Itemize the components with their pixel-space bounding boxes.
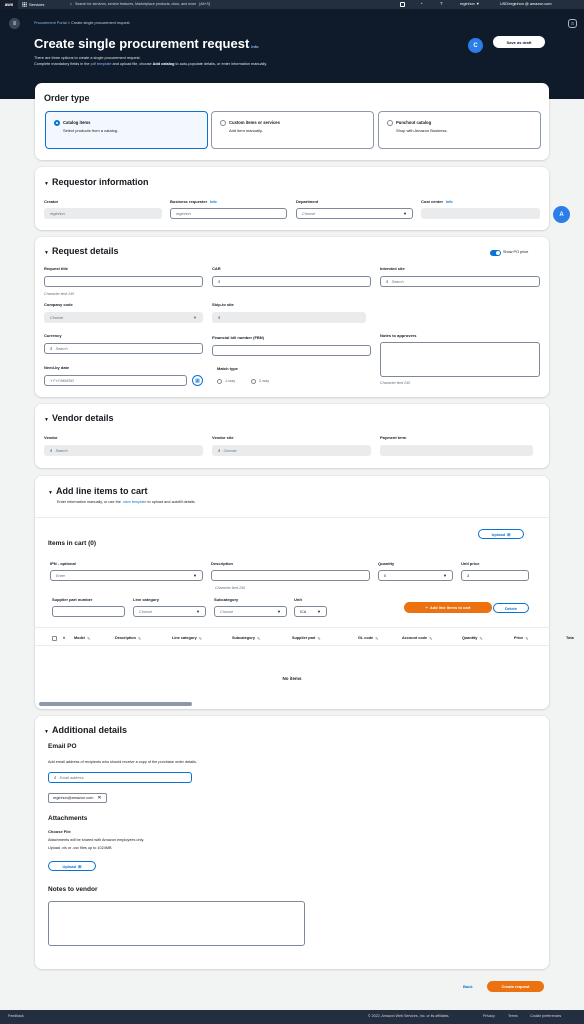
intro-line-2 [34,61,267,67]
ipn-label: IPN - optional [50,561,76,566]
menu-icon[interactable]: ≡ [9,18,20,29]
upload-attachments-button[interactable] [48,861,96,871]
search-icon: ⌕ [70,2,73,6]
order-type-title: Order type [44,93,90,103]
tile-custom-items[interactable] [211,111,374,149]
line-items-desc-a: Enter information manually, or use the [57,500,121,504]
col-model-label: Model [74,636,85,640]
intro-text-c: to auto-populate details, or enter information manually. [175,62,267,66]
privacy-link[interactable]: Privacy [483,1014,495,1018]
breadcrumb [34,21,130,25]
search-icon: ⌕ [218,448,221,453]
col-subcategory[interactable] [232,636,292,641]
radio-2-way[interactable] [251,379,256,384]
radio-catalog-items[interactable] [54,120,60,126]
breadcrumb-separator: > [67,21,70,25]
vendor-title[interactable] [44,413,113,423]
col-account-code-label: Account code [402,636,428,640]
fbn-input[interactable] [212,345,371,356]
fbn-label: Financial bill number (FBN) [212,335,265,340]
upload-icon: ⊞ [78,863,82,869]
terms-link[interactable]: Terms [508,1014,518,1018]
bell-icon[interactable]: ◔ [420,1,423,6]
top-navigation-bar [0,0,584,9]
cost-center-text: Cost center [421,199,444,204]
unit-price-label: Unit price [461,561,480,566]
request-title-label: Request title [44,266,69,271]
line-category-select[interactable]: Choose ▼ [133,606,206,617]
col-gl-code[interactable] [358,636,402,641]
footer [0,1010,584,1024]
ship-to-search [212,312,366,323]
payment-term-field [380,445,533,456]
edit-icon: ✎ [86,635,91,641]
email-input[interactable] [48,772,192,783]
page-title [34,36,259,51]
match-2-way-label: 2-way [259,379,270,383]
copyright-text: © 2022, Amazon Web Services, Inc. or its affiliates. [368,1014,450,1018]
items-in-cart-count: (0) [88,540,97,547]
radio-custom-items[interactable] [220,120,226,126]
col-price[interactable] [514,636,566,641]
requestor-title[interactable] [44,177,148,187]
line-category-label: Line category [133,597,160,602]
show-po-price-toggle[interactable] [490,250,501,256]
company-code-label: Company code [44,302,73,307]
close-icon[interactable]: ✕ [97,795,102,801]
cost-center-field [421,208,540,219]
edit-icon: ✎ [198,635,203,641]
intro-text-b: and upload file, choose [112,62,152,66]
department-label: Department [296,199,319,204]
back-button[interactable]: Back [463,984,473,989]
show-po-price-label: Show PO price [503,250,529,254]
help-icon[interactable]: ? [440,1,443,6]
line-items-desc [57,500,196,504]
items-in-cart-heading [48,540,96,547]
edit-icon: ✎ [525,635,529,641]
horizontal-scrollbar[interactable] [39,702,192,706]
notes-approvers-textarea[interactable] [380,342,540,377]
caret-down-icon: ▼ [48,490,53,496]
tile-catalog-items-desc: Select products from a catalog. [63,128,119,133]
subcategory-label: Subcategory [214,597,239,602]
attachments-note-2: Upload .xls or .csv files up to 1024MB [48,846,112,850]
vendor-title-text: Vendor details [51,413,114,423]
caret-down-icon: ▼ [44,417,49,423]
col-model[interactable] [74,636,115,641]
ipn-select[interactable]: Enter ▼ [50,570,203,581]
department-select[interactable]: Choose ▼ [296,208,413,219]
col-gl-code-label: GL code [358,636,374,640]
currency-placeholder: Search [55,346,68,351]
intended-site-search[interactable] [380,276,540,287]
caret-down-icon: ▼ [44,181,49,187]
notes-vendor-textarea[interactable] [48,901,305,946]
ship-to-label: Ship-to site [212,302,234,307]
save-draft-button[interactable]: Save as draft [493,36,545,48]
creator-label: Creator [44,199,59,204]
grid-icon [22,2,27,7]
col-price-label: Price [514,636,524,640]
divider [35,517,549,518]
col-account-code[interactable] [402,636,462,641]
search-shortcut: [Alt+S] [199,2,210,6]
request-details-title[interactable] [44,246,118,256]
choose-file-label: Choose File [48,829,71,834]
request-title-char-limit: Character limit 240 [44,292,75,296]
col-line-category-label: Line category [172,636,197,640]
tile-catalog-items[interactable] [45,111,208,149]
col-line-category[interactable] [172,636,232,641]
caret-down-icon: ▼ [44,250,49,256]
radio-1-way[interactable] [217,379,222,384]
requestor-title-text: Requestor information [51,177,149,187]
line-items-card [35,476,549,709]
match-type-label: Match type [217,366,238,371]
car-search[interactable] [212,276,371,287]
upload-line-items-button[interactable] [478,529,524,539]
services-menu[interactable] [22,2,44,7]
business-requester-label [170,199,217,204]
subcategory-select[interactable]: Choose ▼ [214,606,287,617]
notes-vendor-heading: Notes to vendor [48,886,98,893]
pdf-template-link[interactable]: pdf template [90,62,112,66]
unit-price-input[interactable]: 3 [461,570,529,581]
car-label: CAR [212,266,221,271]
tile-punchout-title: Punchout catalog [396,120,432,125]
avatar-c: C [468,38,483,53]
email-po-heading: Email PO [48,743,77,750]
quantity-select[interactable]: 0 ▼ [378,570,453,581]
additional-details-title-text: Additional details [51,725,127,735]
upload-attachments-label: Upload [62,863,77,869]
breadcrumb-root[interactable]: Procurement Portal [34,21,67,25]
description-label: Description [211,561,234,566]
search-icon: ⌕ [50,448,53,453]
corner-panel-icon[interactable]: ⊡ [568,19,577,28]
create-request-button[interactable]: Create request [487,981,544,992]
supplier-part-label: Supplier part number [52,597,93,602]
additional-details-title[interactable] [44,725,127,735]
line-items-desc-b: to upload and autofill details. [147,500,196,504]
select-all-checkbox[interactable] [52,636,57,641]
attachments-note-1: Attachments will be shared with Amazon employees only. [48,838,145,842]
global-search[interactable] [70,2,210,6]
email-placeholder: Email address [59,775,84,780]
unit-select[interactable]: ICA ▼ [294,606,327,617]
intended-site-placeholder: Search [391,279,404,284]
notes-char-limit: Character limit 240 [380,381,411,385]
cookie-preferences-link[interactable]: Cookie preferences [530,1014,562,1018]
col-quantity-label: Quantity [462,636,478,640]
feedback-link[interactable]: Feedback [8,1014,24,1018]
vendor-search [44,445,203,456]
line-items-title-text: Add line items to cart [55,486,148,496]
cloudshell-icon[interactable] [400,2,405,7]
col-quantity[interactable] [462,636,514,641]
need-by-label: Need-by date [44,365,70,370]
items-in-cart-text: Items in cart [48,540,87,547]
vendor-site-select [212,445,371,456]
col-subcategory-label: Subcategory [232,636,255,640]
need-by-date-input[interactable]: YYYY/MM/DD [44,375,187,386]
aws-logo[interactable]: aws [0,0,18,9]
search-icon: ⌕ [386,279,389,284]
upload-icon: ⊞ [507,531,511,537]
intro-bold-add-catalog: Add catalog [152,62,175,66]
tile-custom-items-title: Custom items or services [229,120,280,125]
email-po-desc: Add email address of recipients who should receive a copy of the purchase order details. [48,760,198,764]
page-title-text: Create single procurement request [34,36,250,51]
vendor-label: Vendor [44,435,58,440]
col-total[interactable]: Tota [566,636,574,640]
col-description-label: Description [115,636,136,640]
col-number: # [63,636,66,640]
supplier-part-input[interactable] [52,606,125,617]
request-details-title-text: Request details [51,246,119,256]
add-line-items-label: Add line items to cart [429,605,471,610]
add-line-items-button[interactable] [404,602,492,613]
description-input[interactable] [211,570,370,581]
intro-text-a: Complete mandatory fields in the [34,62,90,66]
search-icon: ⌕ [218,279,221,284]
user-menu[interactable]: reginhon ▼ [460,2,480,6]
payment-term-label: Payment term [380,435,407,440]
services-label: Services [29,2,45,7]
divider [35,627,549,628]
calendar-icon[interactable]: ▦ [192,375,203,386]
description-char-limit: Character limit 240 [215,586,246,590]
cost-center-info[interactable]: Info [446,200,453,204]
currency-label: Currency [44,333,62,338]
unit-label: Unit [294,597,302,602]
xlsm-template-link[interactable]: .xlsm template [121,500,147,504]
email-token [48,793,107,803]
vendor-site-placeholder: Choose [223,448,237,453]
business-requester-text: Business requester [170,199,208,204]
intro-text [34,55,267,67]
col-supplier-part[interactable] [292,636,358,641]
avatar-a: A [553,206,570,223]
intended-site-label: Intended site [380,266,405,271]
global-search-placeholder: Search for services, service features, Marketplace products, docs, and more [75,2,197,6]
col-supplier-part-label: Supplier part [292,636,316,640]
radio-punchout-catalog[interactable] [387,120,393,126]
edit-icon: ✎ [375,635,379,641]
search-icon: ⌕ [50,346,53,351]
edit-icon: ✎ [257,635,261,641]
edit-icon: ✎ [317,635,321,641]
intro-line-1: There are three options to create a single procurement request. [34,56,141,60]
cost-center-label [421,199,453,204]
quantity-label: Quantity [378,561,395,566]
breadcrumb-current: Create single procurement request [71,21,130,25]
edit-icon: ✎ [429,635,433,641]
request-title-input[interactable] [44,276,203,287]
tile-punchout-catalog[interactable] [378,111,541,149]
vendor-site-label: Vendor site [212,435,234,440]
business-requester-info[interactable]: Info [210,200,217,204]
col-description[interactable] [115,636,172,641]
empty-table-message: No items [282,676,302,681]
match-1-way-label: 1-way [225,379,236,383]
vendor-placeholder: Search [55,448,68,453]
upload-label: Upload [491,531,506,537]
edit-icon: ✎ [479,635,483,641]
search-icon: ⌕ [218,315,221,320]
tile-catalog-items-title: Catalog items [63,120,91,125]
table-header [48,631,584,645]
caret-down-icon: ▼ [44,729,49,735]
account-menu[interactable]: USD/reginhon @ amazon.com [500,2,552,6]
business-requester-field[interactable]: reginhon [170,208,287,219]
creator-field: reginhon [44,208,162,219]
title-info-link[interactable]: Info [251,44,259,49]
plus-icon: + [425,605,428,610]
tile-punchout-desc: Shop with Amazon Business. [396,128,448,133]
divider [35,645,549,646]
line-items-title[interactable] [48,486,147,496]
delete-button[interactable]: Delete [493,603,529,613]
notes-approvers-label: Notes to approvers [380,333,417,338]
company-code-select: Choose ▼ [44,312,203,323]
attachments-heading: Attachments [48,815,88,822]
email-token-label: reginhon@amazon.com [53,796,94,800]
currency-search[interactable] [44,343,203,354]
tile-custom-items-desc: Add item manually. [229,128,263,133]
edit-icon: ✎ [137,635,142,641]
search-icon: ⌕ [54,775,57,780]
